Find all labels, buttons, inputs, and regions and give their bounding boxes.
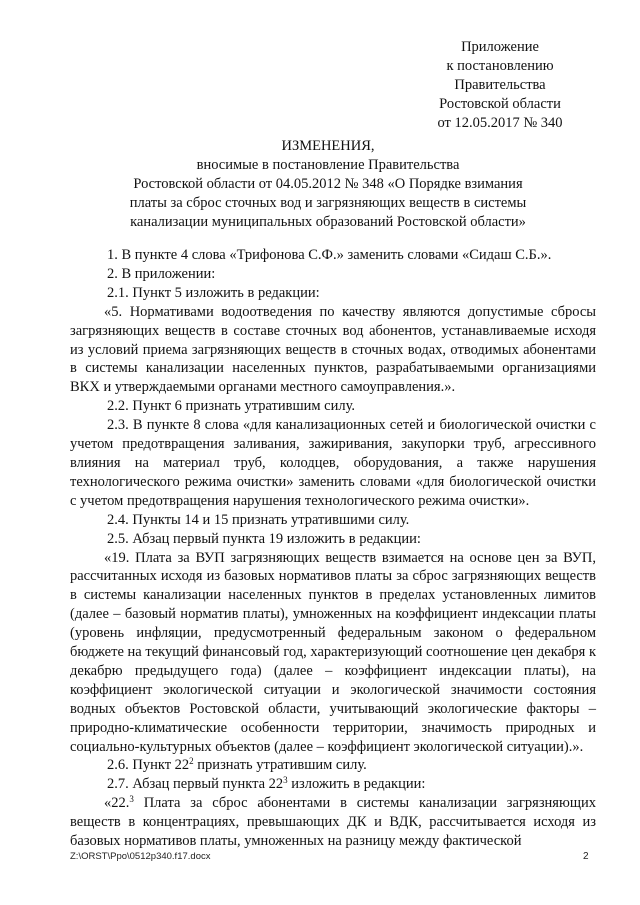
page-number: 2: [583, 851, 589, 862]
annex-line: Приложение: [461, 39, 539, 55]
paragraph: 2.4. Пункты 14 и 15 признать утратившими силу.: [107, 511, 410, 528]
heading-line: платы за сброс сточных вод и загрязняющих веществ в системы: [129, 195, 527, 211]
document-title: ИЗМЕНЕНИЯ,: [281, 138, 375, 154]
text-run: признать утратившим силу.: [193, 757, 367, 774]
footer-file-path: Z:\ORST\Ppo\0512p340.f17.docx: [70, 851, 211, 862]
paragraph: [70, 775, 596, 794]
text-run: Плата за сброс абонентами в системы канализации загрязняющих веществ в концентрациях, превышающих ДК и ВДК, рассчитывается исходя из базовых нормативов платы, умноженных на разницу между фактической: [70, 795, 596, 850]
paragraph: 2.5. Абзац первый пункта 19 изложить в редакции:: [107, 530, 421, 547]
heading-line: вносимые в постановление Правительства: [196, 157, 460, 173]
text-run: изложить в редакции:: [287, 776, 426, 793]
text-run: 2.6. Пункт 22: [107, 757, 190, 774]
paragraph: 2.3. В пункте 8 слова «для канализационных сетей и биологической очистки с учетом предотвращения заливания, зажиривания, закупорки труб, агрессивного влияния на материал труб, колодцев, оборудования, а также нарушения технологического режима очистки» заменить словами «для биологической очистки с учетом предотвращения нарушения технологического режима очистки».: [70, 417, 596, 509]
annex-line: Ростовской области: [439, 96, 561, 112]
annex-line: к постановлению: [446, 58, 554, 74]
superscript: 3: [129, 794, 134, 805]
superscript: 3: [283, 775, 288, 786]
annex-block: [415, 38, 585, 133]
heading-line: Ростовской области от 04.05.2012 № 348 «О Порядке взимания: [133, 176, 523, 192]
paragraph: [70, 794, 596, 851]
heading-line: канализации муниципальных образований Ростовской области»: [130, 214, 526, 230]
paragraph: 1. В пункте 4 слова «Трифонова С.Ф.» заменить словами «Сидаш С.Б.».: [107, 247, 552, 263]
annex-line: Правительства: [454, 77, 546, 93]
paragraph: 2.2. Пункт 6 признать утратившим силу.: [107, 398, 356, 415]
paragraph: 2.1. Пункт 5 изложить в редакции:: [107, 284, 320, 301]
paragraph: «19. Плата за ВУП загрязняющих веществ взимается на основе цен за ВУП, рассчитанных исходя из базовых нормативов платы за сброс загрязняющих веществ в системы канализации населенных пунктов в пределах установленных лимитов (далее – базовый норматив платы), умноженных на коэффициент индексации платы (уровень инфляции, предусмотренный федеральным законом о федеральном бюджете на текущий финансовый год, характеризующий соотношение цен декабря к декабрю предыдущего года) (далее – коэффициент индексации платы), на коэффициент экологической ситуации и экологической значимости состояния водных объектов Ростовской области, учитывающий экологические факторы – природно-климатические особенности территории, значимость природных и социально-культурных объектов (далее – коэффициент экологической ситуации).».: [70, 549, 596, 755]
text-run: «22.: [104, 795, 130, 812]
paragraph: «5. Нормативами водоотведения по качеству являются допустимые сбросы загрязняющих веществ в составе сточных вод абонентов, устанавливаемые исходя из условий приема загрязняющих веществ в сточных водах, отводимых абонентами в системы канализации населенных пунктов, разрабатываемыми организациями ВКХ и утверждаемыми органами местного самоуправления.».: [70, 303, 596, 396]
superscript: 2: [189, 756, 194, 767]
paragraph: 2. В приложении:: [107, 265, 216, 282]
text-run: 2.7. Абзац первый пункта 22: [107, 776, 284, 793]
annex-line: от 12.05.2017 № 340: [437, 115, 563, 131]
paragraph: [70, 756, 596, 775]
document-heading: [96, 137, 560, 232]
document-body: [70, 246, 596, 851]
